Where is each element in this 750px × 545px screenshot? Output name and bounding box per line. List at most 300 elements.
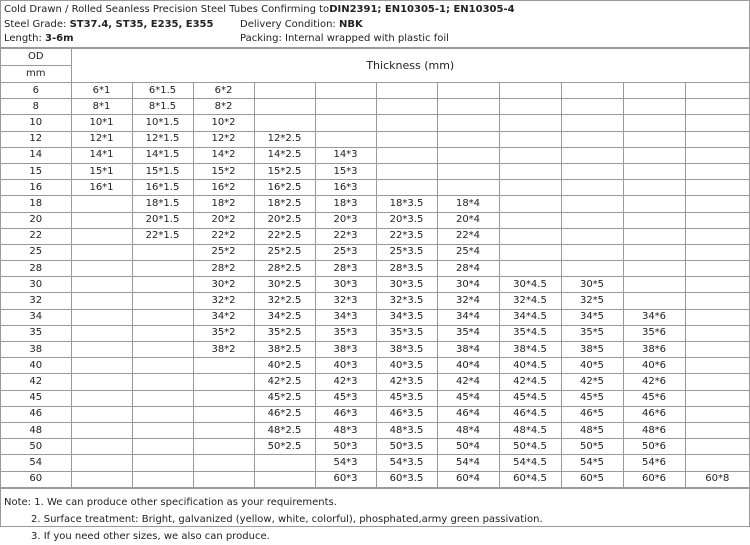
size-cell xyxy=(132,358,193,374)
od-cell: 35 xyxy=(1,325,71,341)
size-cell: 18*1.5 xyxy=(132,196,193,212)
size-cell: 15*1 xyxy=(71,163,132,179)
size-cell: 45*4 xyxy=(437,390,499,406)
size-cell xyxy=(499,261,561,277)
size-cell xyxy=(499,244,561,260)
size-cell: 40*2.5 xyxy=(254,358,315,374)
size-cell xyxy=(193,422,254,438)
size-cell xyxy=(685,390,749,406)
size-cell: 32*2.5 xyxy=(254,293,315,309)
size-cell xyxy=(71,309,132,325)
size-cell: 48*4.5 xyxy=(499,422,561,438)
table-row xyxy=(1,358,749,374)
size-cell xyxy=(193,455,254,471)
size-cell xyxy=(132,293,193,309)
od-cell: 34 xyxy=(1,309,71,325)
size-cell: 34*2.5 xyxy=(254,309,315,325)
size-cell: 35*2.5 xyxy=(254,325,315,341)
size-cell: 60*5 xyxy=(561,471,623,487)
size-cell xyxy=(132,342,193,358)
size-cell xyxy=(193,358,254,374)
size-cell: 42*3.5 xyxy=(376,374,437,390)
size-cell: 60*6 xyxy=(623,471,685,487)
table-row xyxy=(1,131,749,147)
size-cell xyxy=(132,244,193,260)
size-cell: 35*2 xyxy=(193,325,254,341)
size-cell: 20*2 xyxy=(193,212,254,228)
size-cell xyxy=(623,244,685,260)
size-cell xyxy=(623,228,685,244)
size-cell: 42*4 xyxy=(437,374,499,390)
od-cell: 15 xyxy=(1,163,71,179)
od-cell: 20 xyxy=(1,212,71,228)
size-cell xyxy=(437,99,499,115)
size-cell: 10*2 xyxy=(193,115,254,131)
length-label: Length: xyxy=(4,33,46,44)
size-cell xyxy=(623,99,685,115)
size-cell: 48*3.5 xyxy=(376,422,437,438)
size-cell: 28*3 xyxy=(315,261,376,277)
size-cell xyxy=(685,374,749,390)
title-prefix: Cold Drawn / Rolled Seanless Precision Steel Tubes Confirming to xyxy=(4,4,330,15)
size-cell: 18*3.5 xyxy=(376,196,437,212)
size-cell: 34*4.5 xyxy=(499,309,561,325)
size-cell: 50*3.5 xyxy=(376,439,437,455)
size-cell: 10*1.5 xyxy=(132,115,193,131)
size-cell xyxy=(132,406,193,422)
size-cell: 35*3.5 xyxy=(376,325,437,341)
size-cell: 16*3 xyxy=(315,180,376,196)
size-cell: 50*5 xyxy=(561,439,623,455)
size-cell xyxy=(561,212,623,228)
grade-value: ST37.4, ST35, E235, E355 xyxy=(69,18,214,30)
size-cell xyxy=(254,83,315,99)
size-cell: 38*2 xyxy=(193,342,254,358)
size-cell xyxy=(623,83,685,99)
size-cell: 38*6 xyxy=(623,342,685,358)
size-cell xyxy=(685,196,749,212)
od-cell: 25 xyxy=(1,244,71,260)
size-cell: 20*3.5 xyxy=(376,212,437,228)
size-cell: 6*2 xyxy=(193,83,254,99)
od-cell: 22 xyxy=(1,228,71,244)
od-cell: 48 xyxy=(1,422,71,438)
table-row xyxy=(1,115,749,131)
size-cell xyxy=(71,358,132,374)
size-cell: 25*4 xyxy=(437,244,499,260)
size-cell xyxy=(561,147,623,163)
size-cell: 45*3.5 xyxy=(376,390,437,406)
table-row xyxy=(1,196,749,212)
od-cell: 40 xyxy=(1,358,71,374)
size-cell xyxy=(193,439,254,455)
size-cell: 22*1.5 xyxy=(132,228,193,244)
size-cell xyxy=(437,131,499,147)
od-cell: 16 xyxy=(1,180,71,196)
size-cell xyxy=(685,83,749,99)
size-cell: 42*6 xyxy=(623,374,685,390)
table-row xyxy=(1,293,749,309)
size-cell: 20*2.5 xyxy=(254,212,315,228)
od-cell: 32 xyxy=(1,293,71,309)
size-cell xyxy=(376,180,437,196)
table-row xyxy=(1,439,749,455)
size-cell: 45*6 xyxy=(623,390,685,406)
size-cell xyxy=(499,196,561,212)
size-cell: 28*4 xyxy=(437,261,499,277)
size-cell: 30*2 xyxy=(193,277,254,293)
size-cell: 50*3 xyxy=(315,439,376,455)
size-cell: 54*3 xyxy=(315,455,376,471)
size-cell: 60*4 xyxy=(437,471,499,487)
table-row xyxy=(1,390,749,406)
size-cell xyxy=(71,471,132,487)
size-cell: 12*1.5 xyxy=(132,131,193,147)
size-cell: 35*3 xyxy=(315,325,376,341)
size-cell: 12*2 xyxy=(193,131,254,147)
size-cell: 8*2 xyxy=(193,99,254,115)
size-cell: 54*4 xyxy=(437,455,499,471)
size-cell xyxy=(71,455,132,471)
size-cell xyxy=(132,390,193,406)
size-cell: 46*3 xyxy=(315,406,376,422)
size-cell: 45*5 xyxy=(561,390,623,406)
size-cell xyxy=(376,163,437,179)
size-cell: 42*4.5 xyxy=(499,374,561,390)
size-cell: 38*5 xyxy=(561,342,623,358)
size-cell xyxy=(254,455,315,471)
table-row xyxy=(1,147,749,163)
size-cell xyxy=(71,406,132,422)
thickness-header: Thickness (mm) xyxy=(71,49,749,83)
packing-text: Packing: Internal wrapped with plastic foil xyxy=(240,33,449,44)
od-cell: 60 xyxy=(1,471,71,487)
table-row xyxy=(1,455,749,471)
size-cell xyxy=(132,439,193,455)
table-row xyxy=(1,422,749,438)
size-cell xyxy=(685,277,749,293)
size-cell xyxy=(685,244,749,260)
size-cell xyxy=(623,212,685,228)
size-cell: 35*6 xyxy=(623,325,685,341)
size-cell: 40*4 xyxy=(437,358,499,374)
size-cell xyxy=(685,163,749,179)
od-cell: 10 xyxy=(1,115,71,131)
size-cell: 30*3.5 xyxy=(376,277,437,293)
size-cell: 16*2.5 xyxy=(254,180,315,196)
size-cell: 46*4.5 xyxy=(499,406,561,422)
size-cell: 42*2.5 xyxy=(254,374,315,390)
od-cell: 12 xyxy=(1,131,71,147)
size-cell xyxy=(132,422,193,438)
size-cell xyxy=(71,277,132,293)
size-cell xyxy=(499,131,561,147)
size-cell: 48*3 xyxy=(315,422,376,438)
size-cell xyxy=(499,115,561,131)
size-cell: 60*3 xyxy=(315,471,376,487)
size-cell xyxy=(685,406,749,422)
table-row xyxy=(1,228,749,244)
size-cell xyxy=(623,115,685,131)
size-cell: 22*2.5 xyxy=(254,228,315,244)
size-cell: 45*4.5 xyxy=(499,390,561,406)
size-cell: 40*5 xyxy=(561,358,623,374)
size-cell: 25*3.5 xyxy=(376,244,437,260)
size-cell xyxy=(376,99,437,115)
size-cell: 46*3.5 xyxy=(376,406,437,422)
size-cell xyxy=(132,455,193,471)
delivery-value: NBK xyxy=(338,18,363,30)
size-cell xyxy=(623,261,685,277)
size-cell xyxy=(685,228,749,244)
size-cell xyxy=(376,83,437,99)
size-cell xyxy=(623,163,685,179)
size-cell xyxy=(623,196,685,212)
size-cell: 54*4.5 xyxy=(499,455,561,471)
table-row xyxy=(1,342,749,358)
delivery-label: Delivery Condition: xyxy=(240,18,339,30)
table-row xyxy=(1,163,749,179)
size-cell: 16*2 xyxy=(193,180,254,196)
size-cell xyxy=(193,406,254,422)
size-cell xyxy=(561,83,623,99)
size-cell: 18*2 xyxy=(193,196,254,212)
size-cell: 60*8 xyxy=(685,471,749,487)
length-value: 3-6m xyxy=(45,33,74,44)
size-cell xyxy=(561,163,623,179)
size-cell: 28*2.5 xyxy=(254,261,315,277)
size-cell: 34*3 xyxy=(315,309,376,325)
size-cell xyxy=(685,455,749,471)
size-cell xyxy=(685,180,749,196)
od-cell: 6 xyxy=(1,83,71,99)
size-cell: 34*5 xyxy=(561,309,623,325)
note-1: Note: 1. We can produce other specification as your requirements. xyxy=(4,496,337,508)
size-cell xyxy=(499,147,561,163)
size-cell: 12*2.5 xyxy=(254,131,315,147)
size-cell xyxy=(71,325,132,341)
size-cell xyxy=(376,147,437,163)
size-cell: 48*5 xyxy=(561,422,623,438)
size-cell: 32*2 xyxy=(193,293,254,309)
size-cell: 8*1.5 xyxy=(132,99,193,115)
size-cell: 14*3 xyxy=(315,147,376,163)
size-cell xyxy=(71,244,132,260)
size-cell: 30*5 xyxy=(561,277,623,293)
size-cell: 48*4 xyxy=(437,422,499,438)
size-cell: 32*4 xyxy=(437,293,499,309)
size-cell xyxy=(437,83,499,99)
size-cell: 14*2.5 xyxy=(254,147,315,163)
size-cell: 25*2 xyxy=(193,244,254,260)
od-cell: 46 xyxy=(1,406,71,422)
size-cell xyxy=(132,374,193,390)
size-cell: 34*2 xyxy=(193,309,254,325)
size-cell: 20*3 xyxy=(315,212,376,228)
size-cell xyxy=(71,228,132,244)
size-cell xyxy=(685,212,749,228)
size-cell xyxy=(254,471,315,487)
size-cell xyxy=(623,131,685,147)
size-cell xyxy=(437,180,499,196)
od-header: OD xyxy=(1,49,71,66)
size-cell: 34*6 xyxy=(623,309,685,325)
size-cell: 32*4.5 xyxy=(499,293,561,309)
size-cell xyxy=(561,180,623,196)
size-cell xyxy=(315,83,376,99)
mm-header: mm xyxy=(1,66,71,83)
size-cell xyxy=(437,147,499,163)
size-cell xyxy=(561,131,623,147)
grade-label: Steel Grade: xyxy=(4,18,70,30)
size-cell xyxy=(499,99,561,115)
size-cell: 48*6 xyxy=(623,422,685,438)
table-row xyxy=(1,83,749,99)
size-cell: 6*1.5 xyxy=(132,83,193,99)
size-cell xyxy=(685,99,749,115)
od-cell: 42 xyxy=(1,374,71,390)
size-cell xyxy=(685,439,749,455)
size-cell xyxy=(315,131,376,147)
size-cell xyxy=(685,115,749,131)
size-cell: 30*2.5 xyxy=(254,277,315,293)
size-cell: 15*3 xyxy=(315,163,376,179)
size-cell: 30*4.5 xyxy=(499,277,561,293)
od-cell: 38 xyxy=(1,342,71,358)
size-cell: 35*5 xyxy=(561,325,623,341)
size-cell: 16*1 xyxy=(71,180,132,196)
size-cell xyxy=(437,163,499,179)
size-cell xyxy=(561,261,623,277)
size-cell xyxy=(193,390,254,406)
size-cell: 30*3 xyxy=(315,277,376,293)
size-cell: 45*2.5 xyxy=(254,390,315,406)
size-cell xyxy=(561,115,623,131)
size-cell: 16*1.5 xyxy=(132,180,193,196)
size-cell: 15*2.5 xyxy=(254,163,315,179)
size-cell xyxy=(623,277,685,293)
size-cell: 46*5 xyxy=(561,406,623,422)
size-cell: 15*2 xyxy=(193,163,254,179)
size-cell xyxy=(193,374,254,390)
od-cell: 28 xyxy=(1,261,71,277)
tube-size-table xyxy=(1,48,749,488)
size-cell: 60*3.5 xyxy=(376,471,437,487)
size-cell xyxy=(623,180,685,196)
size-cell: 54*5 xyxy=(561,455,623,471)
size-cell xyxy=(376,115,437,131)
size-cell: 14*1 xyxy=(71,147,132,163)
note-2: 2. Surface treatment: Bright, galvanized (yellow, white, colorful), phosphated,army green passivation. xyxy=(31,513,543,525)
od-cell: 50 xyxy=(1,439,71,455)
size-cell: 40*3 xyxy=(315,358,376,374)
size-cell xyxy=(499,180,561,196)
size-cell: 35*4.5 xyxy=(499,325,561,341)
size-cell: 22*2 xyxy=(193,228,254,244)
size-cell: 54*6 xyxy=(623,455,685,471)
size-cell: 32*3 xyxy=(315,293,376,309)
table-row xyxy=(1,471,749,487)
size-cell: 25*3 xyxy=(315,244,376,260)
size-cell: 6*1 xyxy=(71,83,132,99)
size-cell: 38*2.5 xyxy=(254,342,315,358)
size-cell: 20*1.5 xyxy=(132,212,193,228)
size-cell: 38*3.5 xyxy=(376,342,437,358)
size-cell xyxy=(254,99,315,115)
table-row xyxy=(1,406,749,422)
size-cell: 50*2.5 xyxy=(254,439,315,455)
size-cell xyxy=(561,99,623,115)
title-line xyxy=(4,3,746,18)
size-cell xyxy=(685,131,749,147)
size-cell xyxy=(685,342,749,358)
size-cell: 22*3.5 xyxy=(376,228,437,244)
size-cell: 20*4 xyxy=(437,212,499,228)
size-cell: 18*4 xyxy=(437,196,499,212)
od-cell: 45 xyxy=(1,390,71,406)
size-cell xyxy=(132,471,193,487)
size-cell xyxy=(315,99,376,115)
notes xyxy=(1,488,749,545)
size-cell xyxy=(315,115,376,131)
size-cell: 46*6 xyxy=(623,406,685,422)
size-cell: 50*4.5 xyxy=(499,439,561,455)
od-cell: 54 xyxy=(1,455,71,471)
size-cell: 46*2.5 xyxy=(254,406,315,422)
size-cell xyxy=(193,471,254,487)
spec-header xyxy=(1,1,749,48)
size-cell: 50*4 xyxy=(437,439,499,455)
size-cell: 38*4 xyxy=(437,342,499,358)
size-cell xyxy=(499,163,561,179)
size-cell xyxy=(132,261,193,277)
size-cell xyxy=(561,196,623,212)
size-cell xyxy=(254,115,315,131)
size-cell xyxy=(132,277,193,293)
size-cell xyxy=(499,228,561,244)
size-cell xyxy=(685,147,749,163)
table-row xyxy=(1,309,749,325)
size-cell xyxy=(499,83,561,99)
size-cell: 60*4.5 xyxy=(499,471,561,487)
size-cell xyxy=(685,261,749,277)
note-3: 3. If you need other sizes, we also can produce. xyxy=(31,530,270,542)
od-cell: 18 xyxy=(1,196,71,212)
size-cell: 38*4.5 xyxy=(499,342,561,358)
size-cell: 15*1.5 xyxy=(132,163,193,179)
size-cell xyxy=(71,422,132,438)
size-cell: 14*2 xyxy=(193,147,254,163)
size-cell: 46*4 xyxy=(437,406,499,422)
table-row xyxy=(1,277,749,293)
size-cell: 22*4 xyxy=(437,228,499,244)
size-cell xyxy=(623,147,685,163)
size-cell: 40*4.5 xyxy=(499,358,561,374)
size-cell: 35*4 xyxy=(437,325,499,341)
size-cell: 54*3.5 xyxy=(376,455,437,471)
size-cell xyxy=(623,293,685,309)
table-row xyxy=(1,374,749,390)
table-row xyxy=(1,261,749,277)
size-cell: 50*6 xyxy=(623,439,685,455)
size-cell xyxy=(437,115,499,131)
size-cell xyxy=(685,325,749,341)
size-cell: 42*3 xyxy=(315,374,376,390)
size-cell xyxy=(71,342,132,358)
od-cell: 8 xyxy=(1,99,71,115)
od-cell: 14 xyxy=(1,147,71,163)
size-cell: 25*2.5 xyxy=(254,244,315,260)
